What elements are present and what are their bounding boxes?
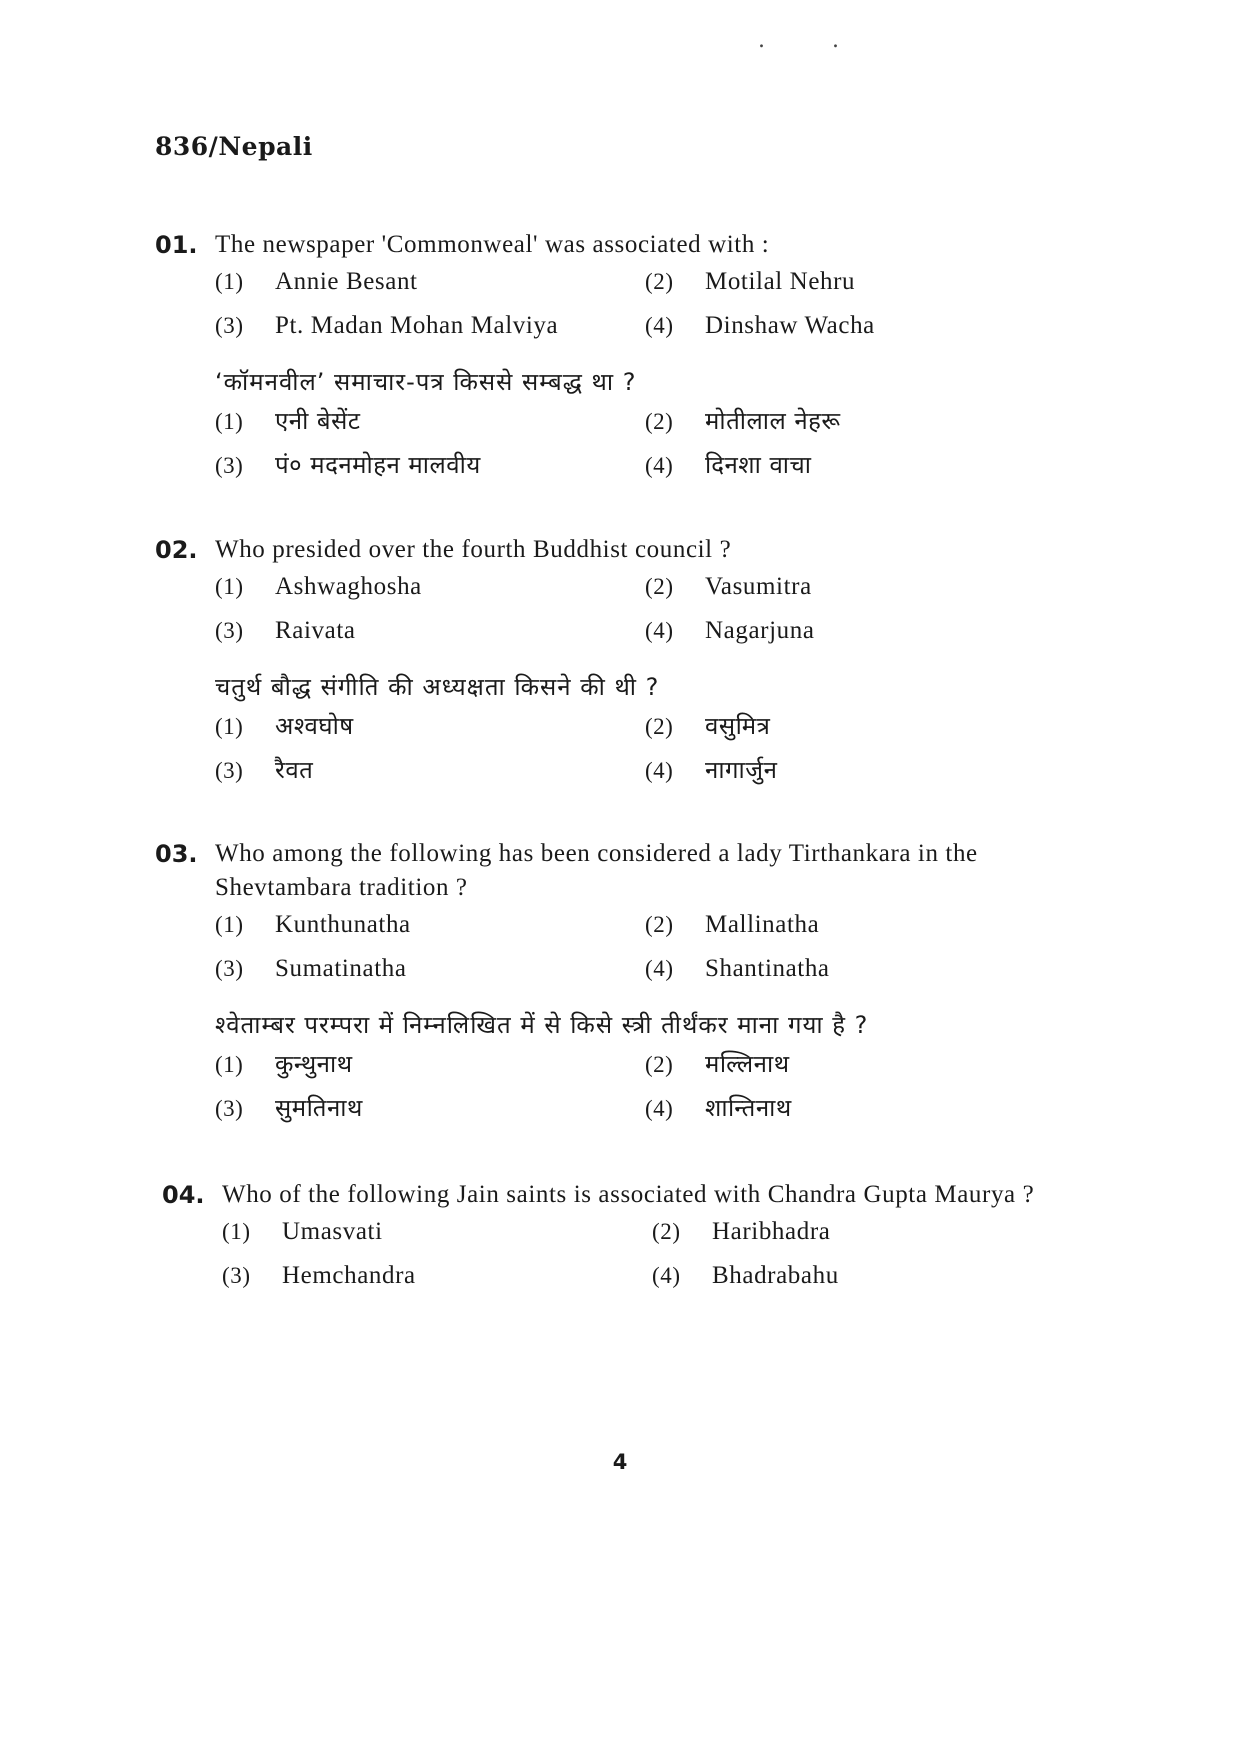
- question-number: 01.: [155, 231, 198, 259]
- option-text: Motilal Nehru: [705, 268, 856, 295]
- option-index: (3): [215, 1096, 244, 1121]
- option-text: शान्तिनाथ: [705, 1094, 792, 1122]
- option-index: (2): [652, 1219, 681, 1244]
- option-text: मल्लिनाथ: [705, 1050, 790, 1078]
- option-4-hindi: [645, 753, 1075, 789]
- paper-code-header: 836/Nepali: [155, 132, 313, 161]
- option-1-hindi: [215, 709, 645, 745]
- option-4-hindi: [645, 1091, 1075, 1127]
- options-hindi: [215, 709, 1095, 789]
- question-number: 04.: [162, 1181, 205, 1209]
- option-text: Sumatinatha: [275, 955, 407, 982]
- option-2: [645, 268, 1075, 304]
- option-text: Bhadrabahu: [712, 1262, 839, 1289]
- option-3: [215, 312, 645, 348]
- option-4: [645, 312, 1075, 348]
- option-index: (2): [645, 1052, 674, 1077]
- question-number: 02.: [155, 536, 198, 564]
- option-1-hindi: [215, 404, 645, 440]
- page-number: 4: [612, 1450, 628, 1474]
- option-1: [222, 1218, 652, 1254]
- option-index: (4): [652, 1263, 681, 1288]
- option-1: [215, 911, 645, 947]
- question-text: Who of the following Jain saints is associated with Chandra Gupta Maurya ?: [222, 1181, 1035, 1208]
- option-text: पं० मदनमोहन मालवीय: [275, 451, 481, 479]
- option-3: [222, 1262, 652, 1298]
- options-english: [215, 911, 1095, 991]
- question-3: [155, 837, 1095, 1127]
- option-index: (2): [645, 574, 674, 599]
- option-index: (4): [645, 313, 674, 338]
- option-index: (4): [645, 453, 674, 478]
- option-text: Hemchandra: [282, 1262, 416, 1289]
- option-index: (3): [222, 1263, 251, 1288]
- options-english: [215, 573, 1095, 653]
- option-index: (4): [645, 1096, 674, 1121]
- option-index: (1): [215, 409, 244, 434]
- question-4: [162, 1178, 1102, 1298]
- option-2-hindi: [645, 404, 1075, 440]
- option-3-hindi: [215, 1091, 645, 1127]
- option-text: Umasvati: [282, 1218, 383, 1245]
- option-2: [645, 911, 1075, 947]
- option-text: Shantinatha: [705, 955, 830, 982]
- option-3-hindi: [215, 448, 645, 484]
- option-text: एनी बेसेंट: [275, 407, 361, 435]
- option-2: [645, 573, 1075, 609]
- option-text: कुन्थुनाथ: [275, 1050, 353, 1078]
- option-4: [645, 617, 1075, 653]
- option-index: (4): [645, 956, 674, 981]
- option-4: [652, 1262, 1082, 1298]
- option-text: सुमतिनाथ: [275, 1094, 363, 1122]
- option-2: [652, 1218, 1082, 1254]
- option-1: [215, 573, 645, 609]
- option-4: [645, 955, 1075, 991]
- option-index: (2): [645, 269, 674, 294]
- option-text: Pt. Madan Mohan Malviya: [275, 312, 559, 339]
- option-3: [215, 955, 645, 991]
- question-text-hindi: श्वेताम्बर परम्परा में निम्नलिखित में से किसे स्त्री तीर्थंकर माना गया है ?: [215, 1011, 869, 1039]
- option-text: Haribhadra: [712, 1218, 831, 1245]
- option-1: [215, 268, 645, 304]
- option-2-hindi: [645, 1047, 1075, 1083]
- option-text: Mallinatha: [705, 911, 820, 938]
- option-index: (1): [215, 269, 244, 294]
- question-2: [155, 533, 1095, 789]
- option-text: दिनशा वाचा: [705, 451, 812, 479]
- option-text: वसुमित्र: [705, 712, 771, 740]
- option-text: नागार्जुन: [705, 756, 778, 784]
- option-index: (1): [215, 574, 244, 599]
- question-text: Who among the following has been considered a lady Tirthankara in the Shevtambara tradition ?: [215, 840, 978, 901]
- option-index: (2): [645, 912, 674, 937]
- question-text: Who presided over the fourth Buddhist council ?: [215, 536, 732, 563]
- question-1: [155, 228, 1095, 484]
- option-index: (4): [645, 618, 674, 643]
- question-text-hindi: चतुर्थ बौद्ध संगीति की अध्यक्षता किसने की थी ?: [215, 673, 660, 701]
- question-text-hindi: ‘कॉमनवील’ समाचार-पत्र किससे सम्बद्ध था ?: [215, 368, 637, 396]
- option-index: (3): [215, 758, 244, 783]
- option-index: (3): [215, 956, 244, 981]
- option-index: (1): [222, 1219, 251, 1244]
- option-4-hindi: [645, 448, 1075, 484]
- option-2-hindi: [645, 709, 1075, 745]
- option-text: Annie Besant: [275, 268, 418, 295]
- option-1-hindi: [215, 1047, 645, 1083]
- option-text: मोतीलाल नेहरू: [705, 407, 841, 435]
- option-index: (2): [645, 409, 674, 434]
- option-text: Raivata: [275, 617, 356, 644]
- option-index: (3): [215, 453, 244, 478]
- options-hindi: [215, 404, 1095, 484]
- option-index: (3): [215, 618, 244, 643]
- options-english: [215, 268, 1095, 348]
- option-3: [215, 617, 645, 653]
- option-text: Vasumitra: [705, 573, 812, 600]
- option-index: (4): [645, 758, 674, 783]
- options-hindi: [215, 1047, 1095, 1127]
- option-index: (1): [215, 1052, 244, 1077]
- option-text: अश्वघोष: [275, 712, 354, 740]
- option-index: (1): [215, 714, 244, 739]
- option-text: रैवत: [275, 756, 314, 784]
- option-text: Dinshaw Wacha: [705, 312, 875, 339]
- option-text: Kunthunatha: [275, 911, 411, 938]
- option-index: (3): [215, 313, 244, 338]
- options-english: [222, 1218, 1102, 1298]
- question-text: The newspaper 'Commonweal' was associated with :: [215, 231, 770, 258]
- option-text: Ashwaghosha: [275, 573, 422, 600]
- scan-dots: . .: [758, 28, 869, 53]
- option-index: (1): [215, 912, 244, 937]
- option-3-hindi: [215, 753, 645, 789]
- option-index: (2): [645, 714, 674, 739]
- option-text: Nagarjuna: [705, 617, 815, 644]
- question-number: 03.: [155, 840, 198, 868]
